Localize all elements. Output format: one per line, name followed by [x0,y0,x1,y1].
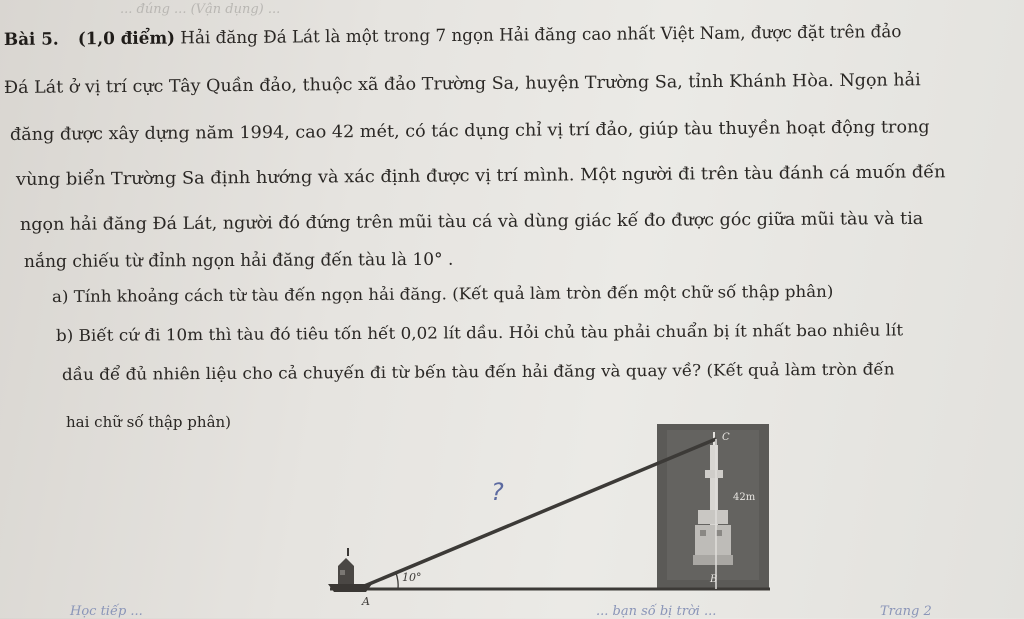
question-b-line-2: dầu để đủ nhiên liệu cho cả chuyến đi từ bến tàu đến hải đăng và quay về? (Kết quả làm tròn đến [61,359,895,384]
problem-line-5: ngọn hải đăng Đá Lát, người đó đứng trên mũi tàu cá và dùng giác kế đo được góc giữa mũi tàu và tia [19,208,924,235]
footer-scribble-left: Học tiếp ... [70,604,143,619]
point-c-label: C [722,432,730,443]
footer-scribble-middle: ... bạn số bị trời ... [596,604,717,619]
angle-label: 10° [402,571,422,584]
problem-line-2: Đá Lát ở vị trí cực Tây Quần đảo, thuộc xã đảo Trường Sa, huyện Trường Sa, tỉnh Khánh Hòa. Ngọn hải [3,70,921,98]
question-b-line-1: b) Biết cứ đi 10m thì tàu đó tiêu tốn hết 0,02 lít dầu. Hỏi chủ tàu phải chuẩn bị ít nhất bao nhiêu lít [55,320,904,345]
height-label: 42m [733,492,756,503]
question-a: a) Tính khoảng cách từ tàu đến ngọn hải đăng. (Kết quả làm tròn đến một chữ số thập phân) [51,281,834,306]
problem-line-6: nắng chiếu từ đỉnh ngọn hải đăng đến tàu là 10° . [23,249,454,272]
problem-number: Bài 5. [3,29,59,50]
question-b-line-3: hai chữ số thập phân) [66,413,232,431]
point-b-label: B [710,574,718,585]
bleed-through-text: ... đúng ... (Vận dụng) ... [120,2,281,17]
problem-text-1: Hải đăng Đá Lát là một trong 7 ngọn Hải đăng cao nhất Việt Nam, được đặt trên đảo [180,22,902,49]
boat-icon [328,548,372,592]
angle-arc [396,573,398,589]
footer-scribble-right: Trang 2 [880,604,932,619]
point-a-label: A [362,595,370,608]
problem-line-4: vùng biển Trường Sa định hướng và xác định được vị trí mình. Một người đi trên tàu đánh cá muốn đến [15,162,946,190]
handwritten-question-mark: ? [491,478,504,506]
problem-line-3: đăng được xây dựng năm 1994, cao 42 mét, có tác dụng chỉ vị trí đảo, giúp tàu thuyền hoạt động trong [9,117,930,145]
problem-points: (1,0 điểm) [77,28,176,50]
